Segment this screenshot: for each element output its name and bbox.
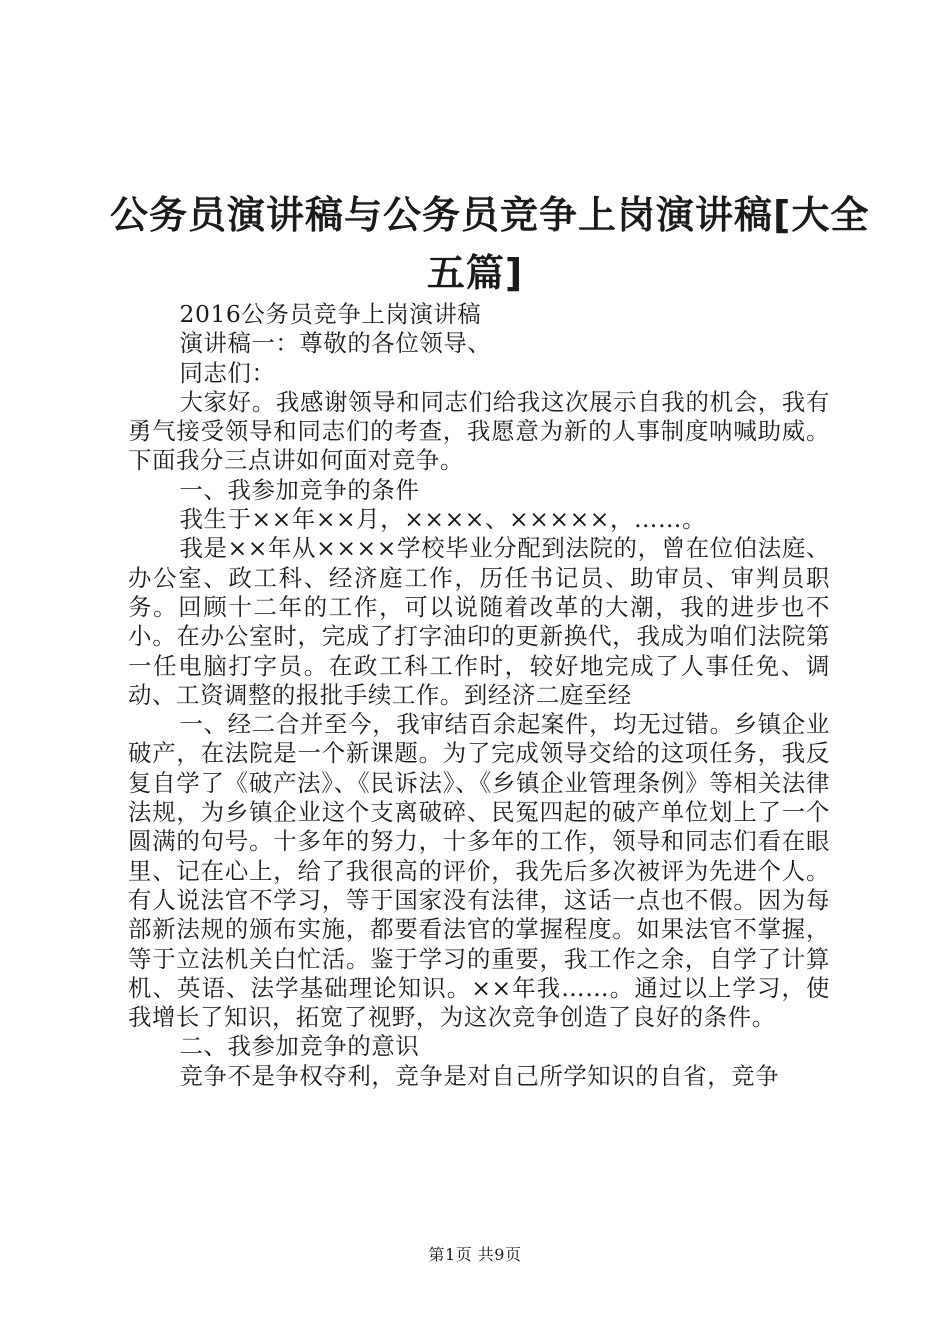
paragraph-subtitle: 2016公务员竞争上岗演讲稿 <box>179 300 482 328</box>
paragraph-birth: 我生于××年××月，××××、×××××，……。 <box>179 505 706 534</box>
section-heading-awareness: 二、我参加竞争的意识 <box>179 1032 420 1061</box>
section-heading-conditions: 一、我参加竞争的条件 <box>179 475 420 504</box>
document-body <box>128 300 830 1091</box>
paragraph-competition: 竞争不是争权夺利，竞争是对自己所学知识的自省，竞争 <box>179 1061 780 1090</box>
title-line-1: 公务员演讲稿与公务员竞争上岗演讲稿[大全 <box>110 193 870 237</box>
page-footer: 第1页 共9页 <box>428 1245 522 1264</box>
paragraph-achievements: 一、经二合并至今，我审结百余起案件，均无过错。乡镇企业破产，在法院是一个新课题。为了完成领导交给的这项任务，我反复自学了《破产法》、《民诉法》、《乡镇企业管理条例》等相关法律法规，为乡镇企业这个支离破碎、民冤四起的破产单位划上了一个圆满的句号。十多年的努力，十多年的工作，领导和同志们看在眼里、记在心上，给了我很高的评价，我先后多次被评为先进个人。有人说法官不学习，等于国家没有法律，这话一点也不假。因为每部新法规的颁布实施，都要看法官的掌握程度。如果法官不掌握，等于立法机关白忙活。鉴于学习的重要，我工作之余，自学了计算机、英语、法学基础理论知识。××年我……。通过以上学习，使我增长了知识，拓宽了视野，为这次竞争创造了良好的条件。 <box>128 710 830 1032</box>
paragraph-career: 我是××年从××××学校毕业分配到法院的，曾在位伯法庭、办公室、政工科、经济庭工作，历任书记员、助审员、审判员职务。回顾十二年的工作，可以说随着改革的大潮，我的进步也不小。在办公室时，完成了打字油印的更新换代，我成为咱们法院第一任电脑打字员。在政工科工作时，较好地完成了人事任免、调动、工资调整的报批手续工作。到经济二庭至经 <box>128 534 830 709</box>
paragraph-salutation-cont: 同志们： <box>179 358 276 387</box>
paragraph-greeting: 大家好。我感谢领导和同志们给我这次展示自我的机会，我有勇气接受领导和同志们的考查，我愿意为新的人事制度呐喊助威。下面我分三点讲如何面对竞争。 <box>128 387 830 475</box>
document-title <box>110 186 870 302</box>
title-line-2: 五篇] <box>426 251 524 295</box>
paragraph-salutation: 演讲稿一：尊敬的各位领导、 <box>179 329 492 358</box>
